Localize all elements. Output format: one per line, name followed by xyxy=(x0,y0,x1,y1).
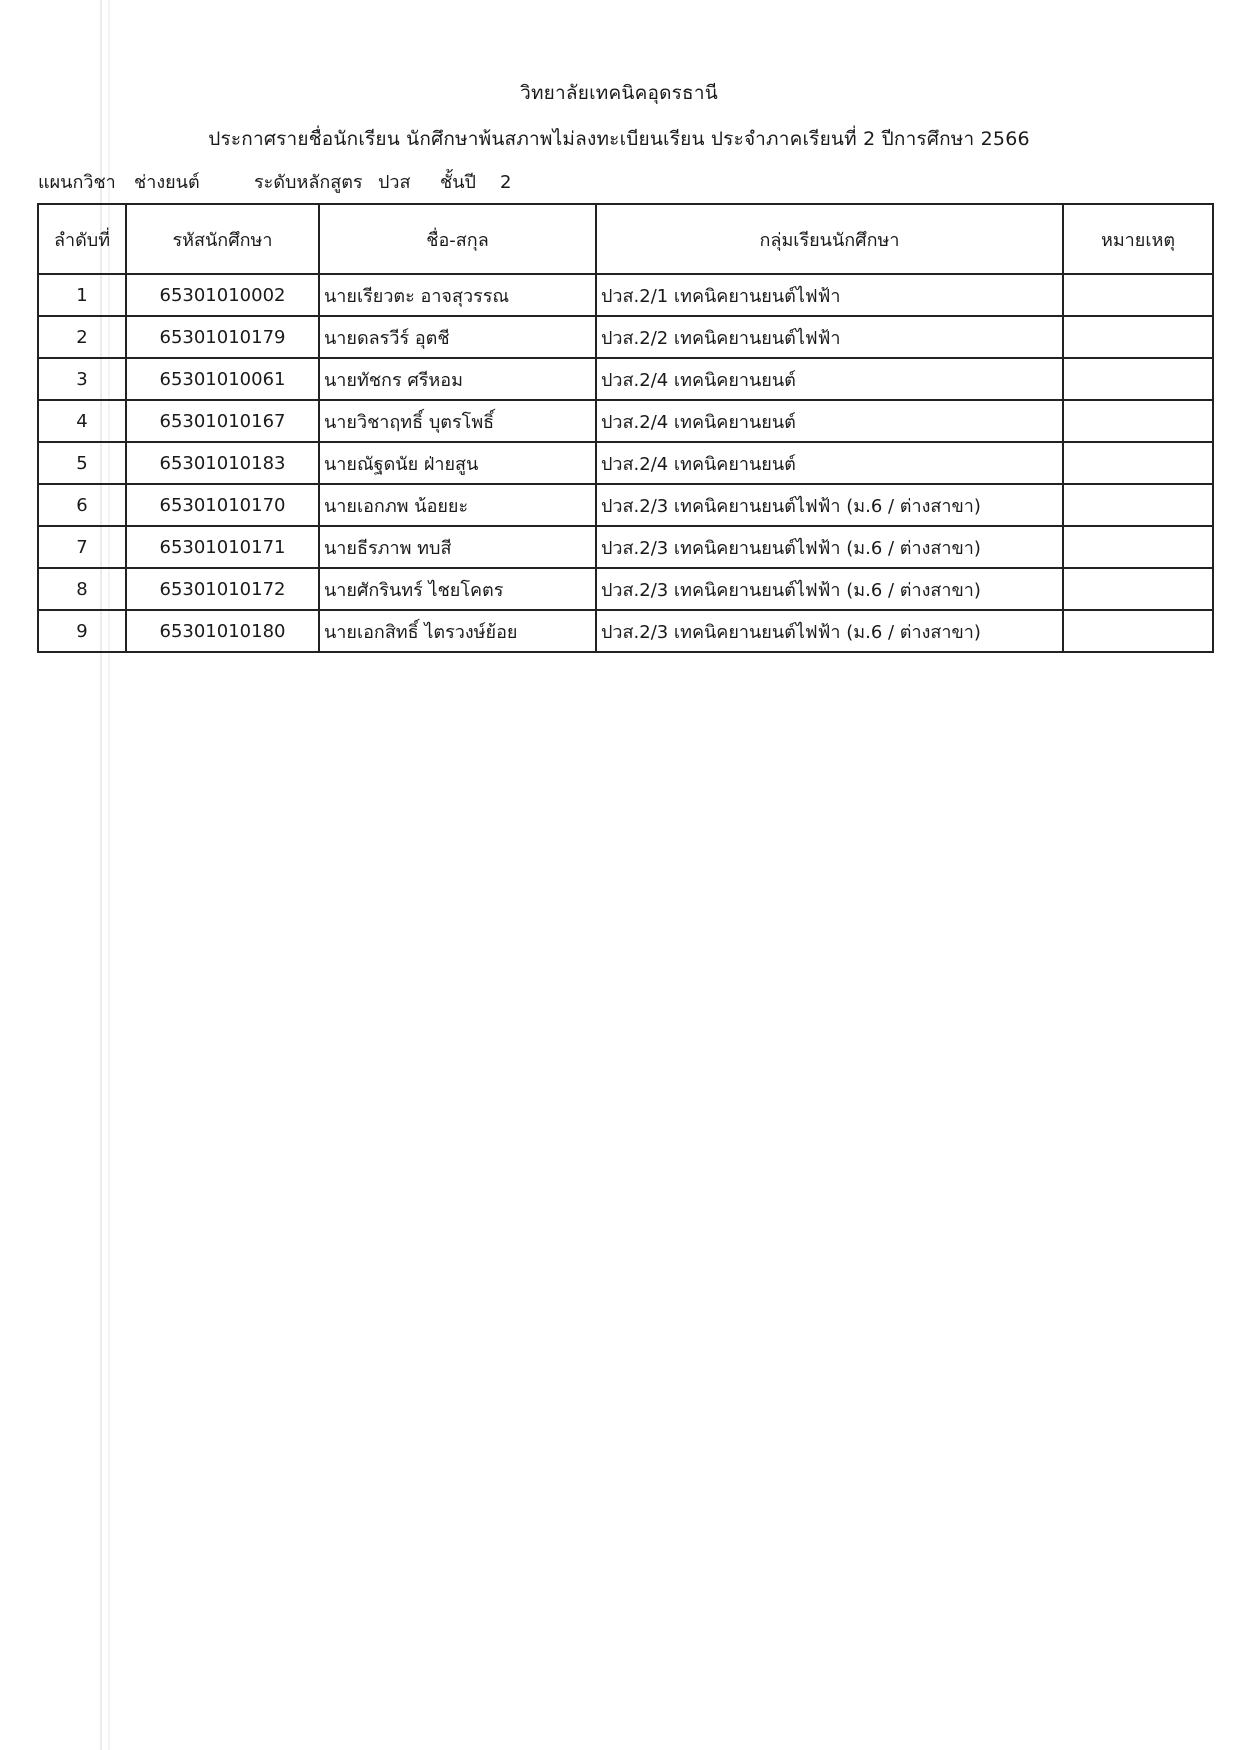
department-label: แผนกวิชา xyxy=(38,172,116,193)
cell-student-id: 65301010180 xyxy=(126,610,319,652)
table-row xyxy=(38,526,1213,568)
announcement-title: ประกาศรายชื่อนักเรียน นักศึกษาพ้นสภาพไม่ลงทะเบียนเรียน ประจำภาคเรียนที่ 2 ปีการศึกษา 2566 xyxy=(208,128,1030,150)
cell-remark xyxy=(1063,526,1213,568)
cell-name: นายธีรภาพ ทบสี xyxy=(319,526,596,568)
cell-name: นายเอกสิทธิ์ ไตรวงษ์ย้อย xyxy=(319,610,596,652)
cell-student-id: 65301010172 xyxy=(126,568,319,610)
cell-name: นายวิชาฤทธิ์ บุตรโพธิ์ xyxy=(319,400,596,442)
cell-group: ปวส.2/3 เทคนิคยานยนต์ไฟฟ้า (ม.6 / ต่างสาขา) xyxy=(596,610,1063,652)
cell-remark xyxy=(1063,442,1213,484)
cell-no: 1 xyxy=(38,274,126,316)
level-value: ปวส xyxy=(378,172,411,193)
cell-name: นายทัชกร ศรีหอม xyxy=(319,358,596,400)
table-row xyxy=(38,358,1213,400)
department-value: ช่างยนต์ xyxy=(134,172,200,193)
cell-remark xyxy=(1063,274,1213,316)
cell-name: นายดลรวีร์ อุตชี xyxy=(319,316,596,358)
column-header-student-id: รหัสนักศึกษา xyxy=(126,204,319,274)
cell-student-id: 65301010167 xyxy=(126,400,319,442)
institution-title: วิทยาลัยเทคนิคอุดรธานี xyxy=(520,82,718,104)
cell-no: 2 xyxy=(38,316,126,358)
cell-no: 5 xyxy=(38,442,126,484)
cell-group: ปวส.2/4 เทคนิคยานยนต์ xyxy=(596,358,1063,400)
cell-no: 3 xyxy=(38,358,126,400)
cell-student-id: 65301010002 xyxy=(126,274,319,316)
year-label: ชั้นปี xyxy=(440,172,476,193)
cell-no: 6 xyxy=(38,484,126,526)
cell-student-id: 65301010179 xyxy=(126,316,319,358)
cell-student-id: 65301010061 xyxy=(126,358,319,400)
cell-group: ปวส.2/3 เทคนิคยานยนต์ไฟฟ้า (ม.6 / ต่างสาขา) xyxy=(596,526,1063,568)
cell-name: นายเรียวตะ อาจสุวรรณ xyxy=(319,274,596,316)
cell-remark xyxy=(1063,316,1213,358)
cell-no: 8 xyxy=(38,568,126,610)
column-header-name: ชื่อ-สกุล xyxy=(319,204,596,274)
cell-student-id: 65301010183 xyxy=(126,442,319,484)
table-row xyxy=(38,484,1213,526)
table-row xyxy=(38,400,1213,442)
cell-name: นายเอกภพ น้อยยะ xyxy=(319,484,596,526)
cell-remark xyxy=(1063,484,1213,526)
cell-remark xyxy=(1063,610,1213,652)
cell-group: ปวส.2/4 เทคนิคยานยนต์ xyxy=(596,442,1063,484)
cell-group: ปวส.2/2 เทคนิคยานยนต์ไฟฟ้า xyxy=(596,316,1063,358)
student-table xyxy=(37,203,1214,653)
table-row xyxy=(38,610,1213,652)
cell-student-id: 65301010170 xyxy=(126,484,319,526)
cell-no: 4 xyxy=(38,400,126,442)
cell-name: นายศักรินทร์ ไชยโคตร xyxy=(319,568,596,610)
table-row xyxy=(38,274,1213,316)
cell-group: ปวส.2/3 เทคนิคยานยนต์ไฟฟ้า (ม.6 / ต่างสาขา) xyxy=(596,484,1063,526)
cell-group: ปวส.2/3 เทคนิคยานยนต์ไฟฟ้า (ม.6 / ต่างสาขา) xyxy=(596,568,1063,610)
column-header-group: กลุ่มเรียนนักศึกษา xyxy=(596,204,1063,274)
cell-remark xyxy=(1063,568,1213,610)
cell-group: ปวส.2/4 เทคนิคยานยนต์ xyxy=(596,400,1063,442)
class-info-line xyxy=(38,167,511,196)
column-header-remark: หมายเหตุ xyxy=(1063,204,1213,274)
cell-remark xyxy=(1063,358,1213,400)
cell-no: 7 xyxy=(38,526,126,568)
column-header-no: ลำดับที่ xyxy=(38,204,126,274)
table-header-row xyxy=(38,204,1213,274)
cell-name: นายณัฐดนัย ฝ่ายสูน xyxy=(319,442,596,484)
cell-student-id: 65301010171 xyxy=(126,526,319,568)
cell-remark xyxy=(1063,400,1213,442)
year-value: 2 xyxy=(500,172,512,193)
cell-group: ปวส.2/1 เทคนิคยานยนต์ไฟฟ้า xyxy=(596,274,1063,316)
table-row xyxy=(38,442,1213,484)
table-row xyxy=(38,316,1213,358)
table-row xyxy=(38,568,1213,610)
level-label: ระดับหลักสูตร xyxy=(254,172,363,193)
cell-no: 9 xyxy=(38,610,126,652)
